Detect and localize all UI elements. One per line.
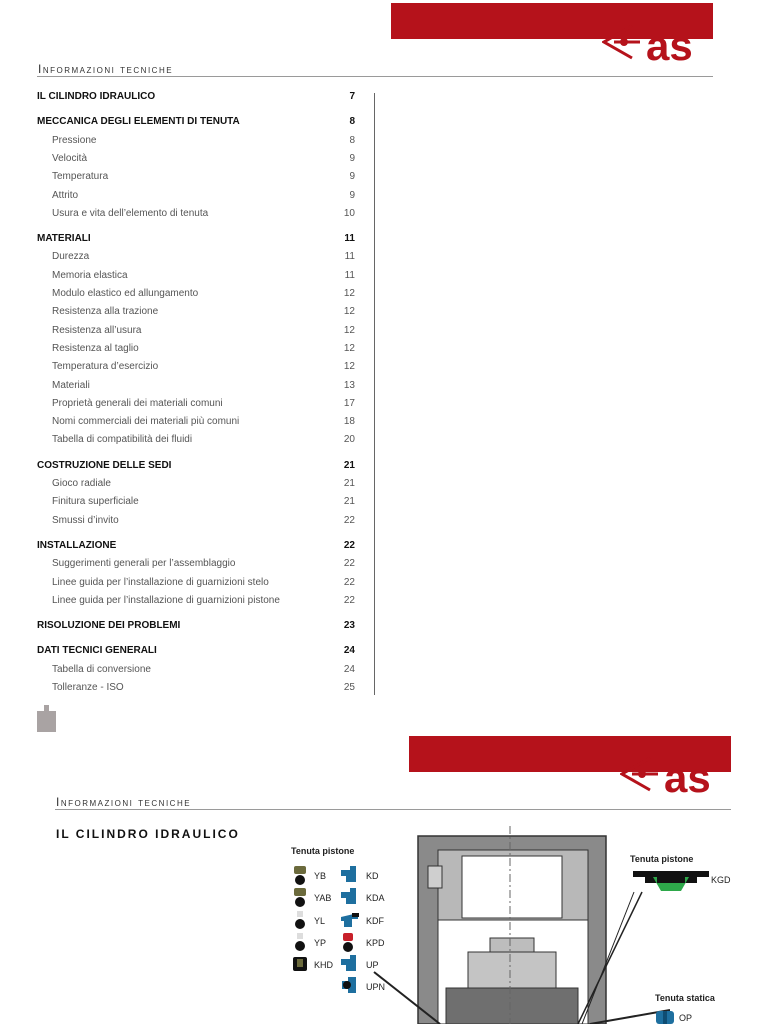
toc-row-title: Linee guida per l’installazione di guarnizioni pistone xyxy=(52,594,280,606)
op-code: OP xyxy=(679,1013,693,1023)
toc-row-title: DATI TECNICI GENERALI xyxy=(37,645,157,657)
toc-row-page: 25 xyxy=(343,682,355,693)
toc-row-title: Resistenza alla trazione xyxy=(52,306,159,318)
toc-row-title: Linee guida per l’installazione di guarnizioni stelo xyxy=(52,576,269,588)
toc-row-title: INSTALLAZIONE xyxy=(37,539,117,551)
toc-row-page: 12 xyxy=(343,306,355,318)
toc-row-page: 7 xyxy=(349,91,355,102)
yl-code: YL xyxy=(314,916,326,926)
toc-row-title: Smussi d’invito xyxy=(52,514,119,526)
toc-row xyxy=(37,251,355,267)
toc-row xyxy=(37,620,355,636)
toc-row-title: Resistenza all’usura xyxy=(52,324,142,336)
toc-row-title: Gioco radiale xyxy=(52,478,111,489)
toc-row-page: 12 xyxy=(343,324,355,336)
toc-row-page: 8 xyxy=(349,134,355,146)
toc-row xyxy=(37,208,355,224)
toc-row xyxy=(37,361,355,377)
toc-row-title: Pressione xyxy=(52,134,97,146)
toc-row-page: 21 xyxy=(343,478,355,489)
yab-seal-icon xyxy=(291,888,311,908)
toc-row-title: Attrito xyxy=(52,189,79,201)
toc-row xyxy=(37,478,355,494)
toc-row xyxy=(37,116,355,132)
toc-row-page: 12 xyxy=(343,288,355,299)
toc-row-title: Tolleranze - ISO xyxy=(52,682,124,693)
toc-row-title: Finitura superficiale xyxy=(52,496,139,508)
toc-row xyxy=(37,380,355,396)
kpd-code: KPD xyxy=(366,938,385,948)
toc-row-page: 9 xyxy=(349,171,355,183)
kda-code: KDA xyxy=(366,893,385,903)
section-title: Informazioni tecniche xyxy=(38,62,174,76)
toc-row xyxy=(37,577,355,593)
toc-row-page: 22 xyxy=(343,576,355,588)
toc-row-page: 24 xyxy=(343,645,355,657)
toc-row-page: 22 xyxy=(343,558,355,570)
toc-row xyxy=(37,306,355,322)
toc-row-page: 21 xyxy=(343,496,355,508)
toc-row-title: Materiali xyxy=(52,379,90,391)
yb-code: YB xyxy=(314,871,327,881)
toc-row xyxy=(37,460,355,476)
toc-row-title: Usura e vita dell’elemento di tenuta xyxy=(52,207,209,219)
kda-seal-icon xyxy=(340,888,360,908)
toc-row-page: 8 xyxy=(349,116,355,128)
toc-row-title: IL CILINDRO IDRAULICO xyxy=(37,91,156,102)
yb-seal-icon xyxy=(291,866,311,886)
static-seal-label: Tenuta statica xyxy=(655,993,715,1003)
toc-row xyxy=(37,153,355,169)
toc-row xyxy=(37,171,355,187)
toc-row-title: Modulo elastico ed allungamento xyxy=(52,288,199,299)
toc-row-page: 23 xyxy=(343,620,355,632)
toc-row xyxy=(37,496,355,512)
toc-row-title: Nomi commerciali dei materiali più comuni xyxy=(52,416,240,428)
khd-code: KHD xyxy=(314,960,334,970)
op-seal-icon xyxy=(656,1011,674,1024)
toc-row-page: 11 xyxy=(344,251,355,263)
toc-row-title: Durezza xyxy=(52,251,90,263)
toc-row xyxy=(37,325,355,341)
toc-row xyxy=(37,288,355,304)
toc-row-page: 9 xyxy=(349,152,355,164)
yp-seal-icon xyxy=(291,933,311,953)
toc-row-title: Memoria elastica xyxy=(52,269,128,281)
kpd-seal-icon xyxy=(340,933,360,953)
kgd-code: KGD xyxy=(711,875,731,885)
kdf-code: KDF xyxy=(366,916,384,926)
toc-row xyxy=(37,682,355,698)
khd-seal-icon xyxy=(291,955,311,975)
toc-row xyxy=(37,558,355,574)
toc-row-title: Resistenza al taglio xyxy=(52,342,139,354)
toc-row-page: 24 xyxy=(343,663,355,675)
up-code: UP xyxy=(366,960,379,970)
toc-row-page: 11 xyxy=(344,269,355,281)
toc-row xyxy=(37,270,355,286)
up-seal-icon xyxy=(340,955,360,975)
toc-row-page: 22 xyxy=(343,539,355,551)
toc-row-page: 11 xyxy=(344,233,355,245)
toc-row-page: 20 xyxy=(343,434,355,446)
toc-row xyxy=(37,515,355,531)
toc-row xyxy=(37,664,355,680)
toc-divider xyxy=(374,93,375,695)
toc-row xyxy=(37,343,355,359)
toc-row-page: 17 xyxy=(343,397,355,409)
upn-seal-icon xyxy=(340,977,360,997)
toc-row-page: 12 xyxy=(343,342,355,354)
toc-row-title: Tabella di conversione xyxy=(52,663,151,675)
toc-row-title: RISOLUZIONE DEI PROBLEMI xyxy=(37,620,181,632)
toc-row xyxy=(37,190,355,206)
toc-row-page: 9 xyxy=(349,189,355,201)
toc-row xyxy=(37,135,355,151)
yl-seal-icon xyxy=(291,911,311,931)
toc-row-page: 13 xyxy=(343,379,355,391)
header-rule xyxy=(37,76,713,77)
page-tab-marker xyxy=(37,711,56,732)
toc-row xyxy=(37,233,355,249)
toc-row xyxy=(37,91,355,107)
header-rule-2 xyxy=(55,809,731,810)
toc-row xyxy=(37,645,355,661)
toc-row-title: Tabella di compatibilità dei fluidi xyxy=(52,434,193,446)
toc-row-title: Temperatura d’esercizio xyxy=(52,361,159,373)
toc-row-title: Temperatura xyxy=(52,171,109,183)
toc-row-page: 12 xyxy=(343,361,355,373)
leader-lines xyxy=(370,880,670,1024)
yp-code: YP xyxy=(314,938,327,948)
as-logo-2 xyxy=(620,754,732,798)
piston-seals-label: Tenuta pistone xyxy=(291,846,355,856)
toc-row-title: Proprietà generali dei materiali comuni xyxy=(52,397,223,409)
toc-row-title: MECCANICA DEGLI ELEMENTI DI TENUTA xyxy=(37,116,240,128)
toc-row-title: Velocità xyxy=(52,152,88,164)
toc-row xyxy=(37,540,355,556)
page2-heading: IL CILINDRO IDRAULICO xyxy=(56,827,240,841)
logo-text-2: as xyxy=(664,754,711,798)
toc-row-page: 21 xyxy=(343,459,355,471)
toc-row-page: 18 xyxy=(343,416,355,428)
toc-row xyxy=(37,595,355,611)
toc-row-page: 22 xyxy=(343,594,355,606)
toc-row-page: 10 xyxy=(343,207,355,219)
logo-text: as xyxy=(646,22,693,66)
toc-row xyxy=(37,434,355,450)
toc-row xyxy=(37,416,355,432)
kdf-seal-icon xyxy=(340,911,360,931)
right-piston-seal-label: Tenuta pistone xyxy=(630,854,694,864)
yab-code: YAB xyxy=(314,893,332,903)
upn-code: UPN xyxy=(366,982,386,992)
toc-row-title: COSTRUZIONE DELLE SEDI xyxy=(37,459,172,471)
toc-row-title: MATERIALI xyxy=(37,233,91,245)
kd-seal-icon xyxy=(340,866,360,886)
toc-row xyxy=(37,398,355,414)
toc-row-title: Suggerimenti generali per l’assemblaggio xyxy=(52,558,236,570)
kd-code: KD xyxy=(366,871,379,881)
toc-row-page: 22 xyxy=(343,514,355,526)
as-logo xyxy=(602,22,714,66)
section-title-2: Informazioni tecniche xyxy=(56,795,192,809)
